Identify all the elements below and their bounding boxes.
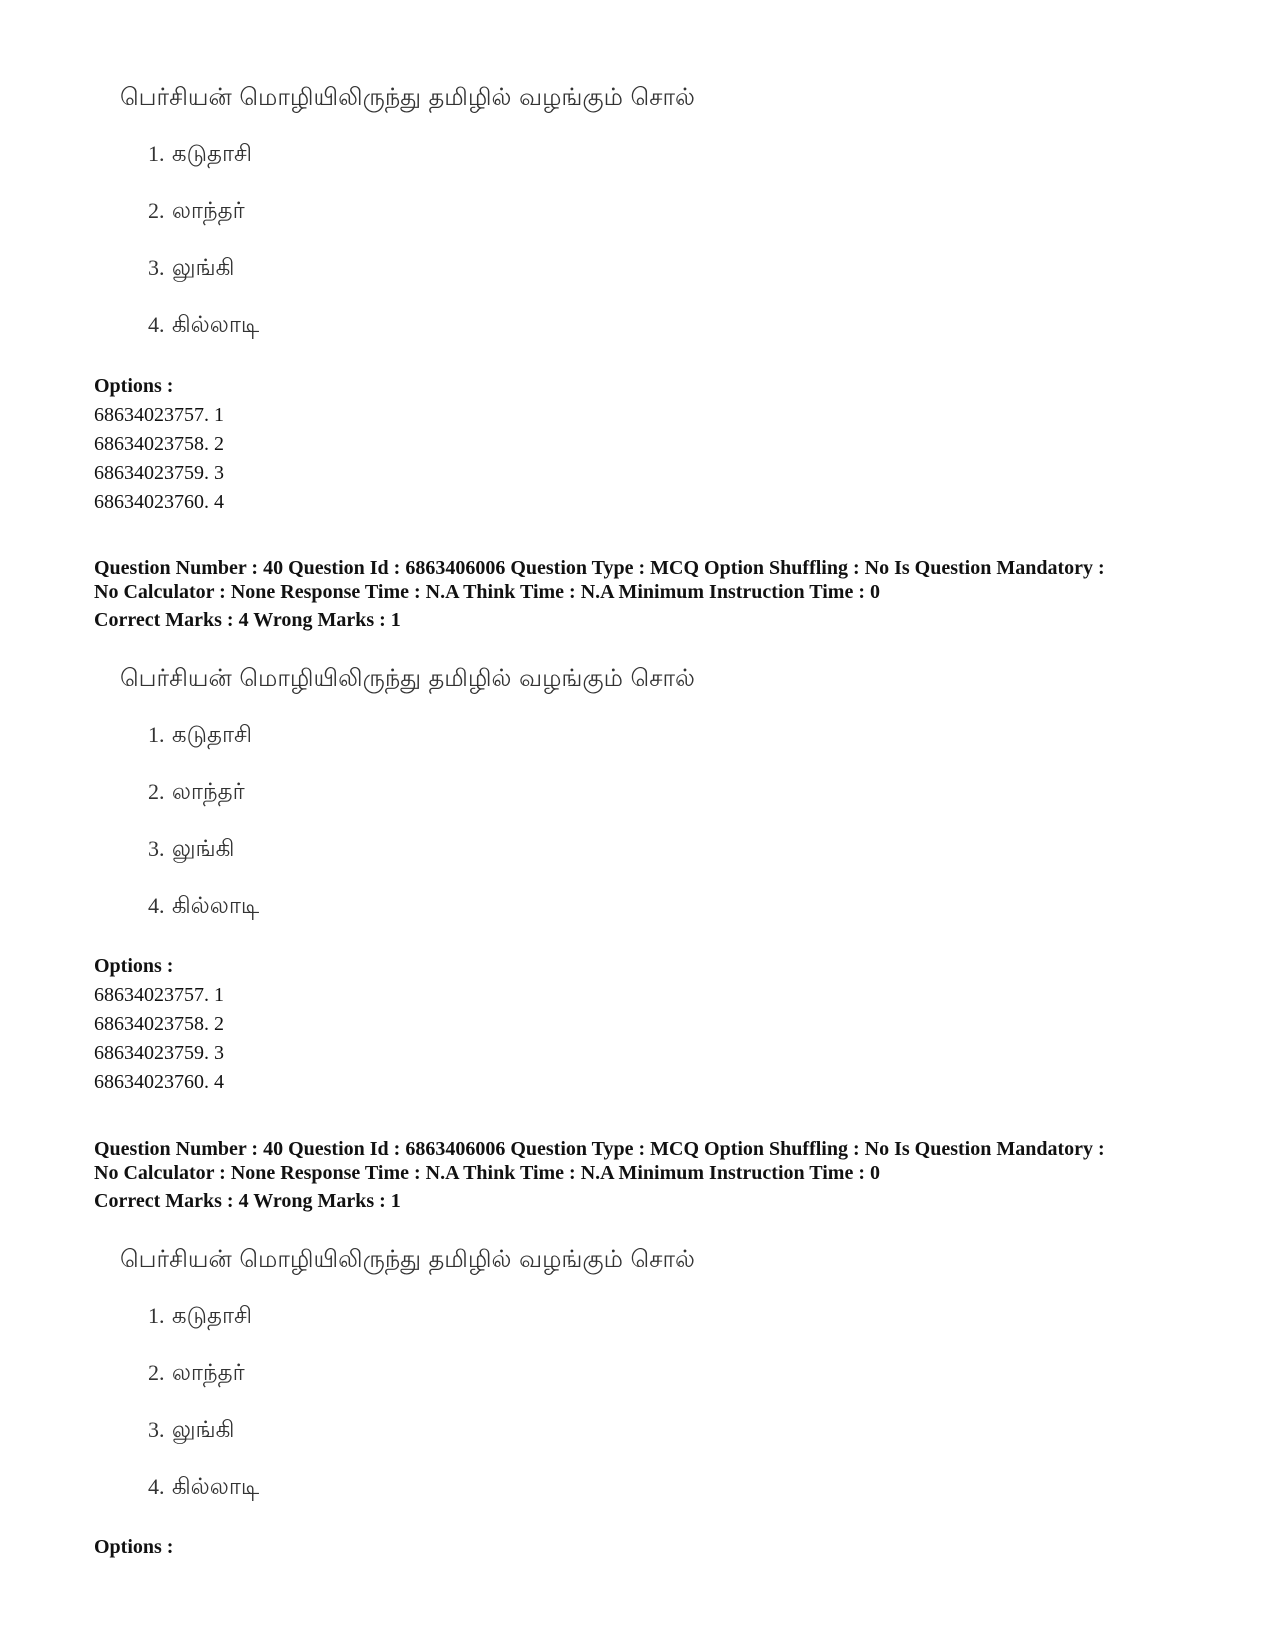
choice-text: கடுதாசி <box>171 141 253 167</box>
choice-number: 2. <box>148 198 165 223</box>
choice-number: 1. <box>148 1303 165 1328</box>
option-line: 68634023760. 4 <box>94 491 224 513</box>
options-label: Options : <box>94 1536 174 1558</box>
choice-number: 1. <box>148 141 165 166</box>
choice-item <box>148 198 245 227</box>
choice-number: 4. <box>148 893 165 918</box>
marks-line: Correct Marks : 4 Wrong Marks : 1 <box>94 609 401 631</box>
choice-item <box>148 1417 235 1446</box>
choice-text: லாந்தர் <box>171 198 245 224</box>
question-meta-line: Question Number : 40 Question Id : 6863406006 Question Type : MCQ Option Shuffling : No Is Question Mandatory : <box>94 557 1105 579</box>
question-text: பெர்சியன் மொழியிலிருந்து தமிழில் வழங்கும் சொல் <box>120 83 695 111</box>
choice-text: கில்லாடி <box>171 893 260 919</box>
choice-text: லாந்தர் <box>171 779 245 805</box>
choice-number: 1. <box>148 722 165 747</box>
question-meta-line: No Calculator : None Response Time : N.A Think Time : N.A Minimum Instruction Time : 0 <box>94 1162 880 1184</box>
options-label: Options : <box>94 955 174 977</box>
question-text: பெர்சியன் மொழியிலிருந்து தமிழில் வழங்கும் சொல் <box>120 664 695 692</box>
choice-item <box>148 1360 245 1389</box>
question-text: பெர்சியன் மொழியிலிருந்து தமிழில் வழங்கும் சொல் <box>120 1245 695 1273</box>
option-line: 68634023759. 3 <box>94 462 224 484</box>
choice-number: 2. <box>148 1360 165 1385</box>
choice-text: கில்லாடி <box>171 312 260 338</box>
option-line: 68634023758. 2 <box>94 1013 224 1035</box>
choice-item <box>148 1474 259 1503</box>
choice-number: 2. <box>148 779 165 804</box>
choice-item <box>148 779 245 808</box>
choice-text: கில்லாடி <box>171 1474 260 1500</box>
choice-number: 4. <box>148 312 165 337</box>
choice-text: லாந்தர் <box>171 1360 245 1386</box>
options-label: Options : <box>94 375 174 397</box>
question-meta-line: No Calculator : None Response Time : N.A Think Time : N.A Minimum Instruction Time : 0 <box>94 581 880 603</box>
choice-item <box>148 1303 252 1332</box>
choice-number: 3. <box>148 1417 165 1442</box>
choice-item <box>148 141 252 170</box>
question-meta-line: Question Number : 40 Question Id : 6863406006 Question Type : MCQ Option Shuffling : No Is Question Mandatory : <box>94 1138 1105 1160</box>
marks-line: Correct Marks : 4 Wrong Marks : 1 <box>94 1190 401 1212</box>
choice-number: 3. <box>148 255 165 280</box>
option-line: 68634023758. 2 <box>94 433 224 455</box>
choice-item <box>148 893 259 922</box>
choice-item <box>148 836 235 865</box>
choice-item <box>148 312 259 341</box>
option-line: 68634023757. 1 <box>94 984 224 1006</box>
choice-item <box>148 255 235 284</box>
choice-item <box>148 722 252 751</box>
choice-text: லுங்கி <box>171 1417 235 1443</box>
choice-text: கடுதாசி <box>171 722 253 748</box>
choice-text: லுங்கி <box>171 836 235 862</box>
option-line: 68634023760. 4 <box>94 1071 224 1093</box>
choice-text: லுங்கி <box>171 255 235 281</box>
choice-text: கடுதாசி <box>171 1303 253 1329</box>
option-line: 68634023757. 1 <box>94 404 224 426</box>
choice-number: 3. <box>148 836 165 861</box>
choice-number: 4. <box>148 1474 165 1499</box>
option-line: 68634023759. 3 <box>94 1042 224 1064</box>
